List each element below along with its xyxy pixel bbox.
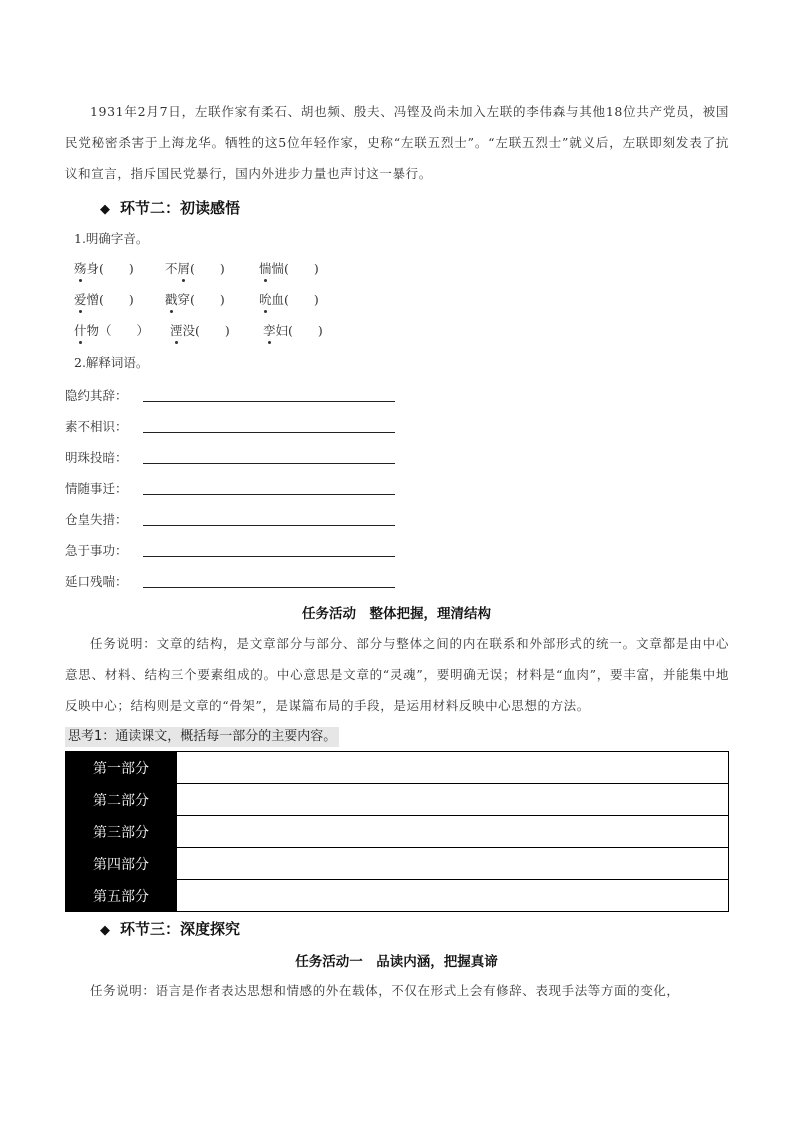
pinyin-item: 吮血( ) xyxy=(259,292,319,307)
answer-line[interactable] xyxy=(143,587,395,588)
think1-prompt: 思考1：通读课文，概括每一部分的主要内容。 xyxy=(65,727,339,747)
answer-line[interactable] xyxy=(143,463,395,464)
part-label: 第四部分 xyxy=(66,848,177,880)
answer-line[interactable] xyxy=(143,494,395,495)
table-row xyxy=(66,880,729,912)
pinyin-item: 什物（ ） xyxy=(74,323,150,338)
term-label: 明珠投暗： xyxy=(65,450,128,465)
term-label: 急于事功： xyxy=(65,543,128,558)
intro-paragraph: 1931年2月7日，左联作家有柔石、胡也频、殷夫、冯铿及尚未加入左联的李伟森与其他18位共产党员，被国民党秘密杀害于上海龙华。牺牲的这5位年轻作家，史称“左联五烈士”。“左联五烈士”就义后，左联即刻发表了抗议和宣言，指斥国民党暴行，国内外进步力量也声讨这一暴行。 xyxy=(65,104,729,181)
table-row xyxy=(66,752,729,784)
diamond-bullet-icon: ◆ xyxy=(100,202,110,217)
table-row xyxy=(66,848,729,880)
answer-line[interactable] xyxy=(143,432,395,433)
parts-table xyxy=(65,751,729,912)
table-row xyxy=(66,784,729,816)
term-row xyxy=(65,448,395,468)
diamond-bullet-icon: ◆ xyxy=(100,923,110,938)
answer-line[interactable] xyxy=(143,401,395,402)
pinyin-item: 戳穿( ) xyxy=(165,292,225,307)
pinyin-item: 湮没( ) xyxy=(170,323,230,338)
answer-cell[interactable] xyxy=(177,848,729,880)
term-row xyxy=(65,541,395,561)
answer-cell[interactable] xyxy=(177,784,729,816)
q1-title: 1.明确字音。 xyxy=(74,231,149,246)
term-label: 情随事迁： xyxy=(65,481,128,496)
term-label: 仓皇失措： xyxy=(65,512,128,527)
section3-heading xyxy=(100,918,240,939)
answer-cell[interactable] xyxy=(177,816,729,848)
answer-cell[interactable] xyxy=(177,752,729,784)
term-row xyxy=(65,572,395,592)
part-label: 第三部分 xyxy=(66,816,177,848)
table-row xyxy=(66,816,729,848)
q2-title: 2.解释词语。 xyxy=(74,355,149,370)
answer-cell[interactable] xyxy=(177,880,729,912)
pinyin-item: 不屑( ) xyxy=(165,261,225,276)
section2-title: 环节二：初读感悟 xyxy=(120,199,241,217)
task2-title: 任务活动一 品读内涵，把握真谛 xyxy=(295,954,498,970)
section2-heading xyxy=(100,197,240,218)
task2-description: 任务说明：语言是作者表达思想和情感的外在载体，不仅在形式上会有修辞、表现手法等方面的变化， xyxy=(90,983,680,998)
answer-line[interactable] xyxy=(143,525,395,526)
pinyin-item: 爱憎( ) xyxy=(74,292,134,307)
part-label: 第五部分 xyxy=(66,880,177,912)
term-row xyxy=(65,510,395,530)
term-row xyxy=(65,417,395,437)
pinyin-item: 孪妇( ) xyxy=(263,323,323,338)
section3-title: 环节三：深度探究 xyxy=(120,920,241,938)
task1-description: 任务说明：文章的结构，是文章部分与部分、部分与整体之间的内在联系和外部形式的统一。文章都是由中心意思、材料、结构三个要素组成的。中心意思是文章的“灵魂”，要明确无误；材料是“血肉”，要丰富，并能集中地反映中心；结构则是文章的“骨架”，是谋篇布局的手段，是运用材料反映中心思想的方法。 xyxy=(65,636,729,713)
term-label: 延口残喘： xyxy=(65,574,128,589)
term-label: 素不相识： xyxy=(65,419,128,434)
answer-line[interactable] xyxy=(143,556,395,557)
part-label: 第一部分 xyxy=(66,752,177,784)
part-label: 第二部分 xyxy=(66,784,177,816)
task1-title: 任务活动 整体把握，理清结构 xyxy=(302,606,491,622)
pinyin-item: 殇身( ) xyxy=(74,261,134,276)
term-row xyxy=(65,386,395,406)
pinyin-item: 惴惴( ) xyxy=(259,261,319,276)
term-label: 隐约其辞： xyxy=(65,388,128,403)
term-row xyxy=(65,479,395,499)
